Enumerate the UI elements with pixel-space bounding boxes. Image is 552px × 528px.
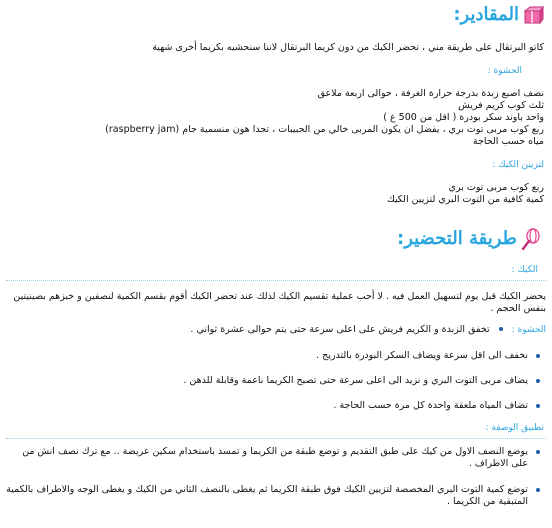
step-text: نخفف الى اقل سرعة ويضاف السكر البودرة بالتدريج .: [316, 350, 528, 361]
colon-glyph: :: [453, 3, 461, 25]
ingredient-item: ربع كوب مربى توت بري ، يفضل ان يكون المربى خالي من الحبيبات ، تجدا هون منسمية جام (raspberry jam): [105, 123, 544, 135]
method-filling-heading: الحشوة :: [511, 325, 546, 335]
decor-ingredients-list: [387, 182, 544, 206]
divider: [6, 438, 546, 439]
ingredient-item: ربع كوب مربى توت بري: [448, 182, 544, 193]
list-item: [6, 446, 546, 470]
colon-glyph: :: [396, 227, 405, 249]
ingredients-heading: [453, 2, 544, 28]
cake-instructions: يحضر الكيك قبل يوم لتسهيل العمل فيه . لا أحب عملية تقسيم الكيك لذلك عند تحضر الكيك أقوم بقسم الكمية لنصفين و خبزهم بصينيتين بنفس الحجم .: [13, 291, 546, 314]
step-text: يضاف مربى التوت البري و نزيد الى اعلى سرعة حتى تصبح الكريما ناعمة وقابلة للدهن .: [183, 374, 528, 386]
ingredient-item: ثلث كوب كريم فريش: [458, 99, 544, 111]
filling-step-row: [6, 324, 546, 336]
filling-steps-list: [6, 350, 546, 412]
filling-ingredients-list: [105, 88, 544, 147]
assembly-heading: تطبيق الوصفة :: [485, 423, 544, 433]
step-text: توضع كمية التوت البري المخصصة لتزيين الكيك فوق طبقة الكريما ثم يغطى بالنصف الثاني من الكيك و يغطى الوجه والاطراف بالكمية المتبقية من الكريما .: [6, 483, 528, 507]
dot-bullet-icon: [499, 327, 503, 331]
ingredient-item: كمية كافية من التوت البري لتزيين الكيك: [386, 193, 544, 205]
ingredients-title: المقادير: [460, 3, 519, 25]
method-heading: [397, 226, 542, 252]
method-title: طريقة التحضير: [404, 227, 517, 249]
cake-heading: الكيك :: [511, 265, 538, 275]
list-item: [6, 484, 546, 508]
dot-bullet-icon: [536, 404, 540, 408]
whisk-icon: [520, 228, 542, 250]
step-text: يوضع النصف الاول من كيك على طبق التقديم و توضع طبقة من الكريما و تمسد باستخدام سكين عريضة .. مع ترك نصف انش من على الاطراف .: [22, 446, 528, 469]
dot-bullet-icon: [536, 450, 540, 454]
decor-heading: لتزيين الكيك :: [492, 160, 544, 170]
assembly-steps-list: [6, 446, 546, 508]
ingredient-item: مياه حسب الحاجة: [472, 135, 544, 147]
gift-box-icon: [522, 4, 544, 26]
divider: [6, 280, 546, 281]
ingredient-item: واحد باوند سكر بودرة ( اقل من 500 غ ): [383, 111, 544, 123]
step-text: تضاف المياه ملعقة واحدة كل مرة حسب الحاجة .: [333, 399, 528, 411]
recipe-intro: كاتو البرتقال على طريقة مني ، تحضر الكيك من دون كريما البرتقال لاننا سنحشيه بكريما أخرى شهية: [152, 42, 544, 53]
list-item: [6, 400, 546, 412]
dot-bullet-icon: [536, 488, 540, 492]
ingredient-item: نصف اصبع زبدة بدرجة حرارة الغرفة ، حوالى اربعة ملاعق: [317, 88, 544, 99]
list-item: [6, 350, 546, 362]
filling-heading: الحشوة :: [487, 66, 522, 76]
step-text: تخفق الزبدة و الكريم فريش على اعلى سرعة حتى يتم حوالى عشرة ثواني .: [190, 324, 490, 335]
dot-bullet-icon: [536, 379, 540, 383]
list-item: [6, 375, 546, 387]
dot-bullet-icon: [536, 354, 540, 358]
